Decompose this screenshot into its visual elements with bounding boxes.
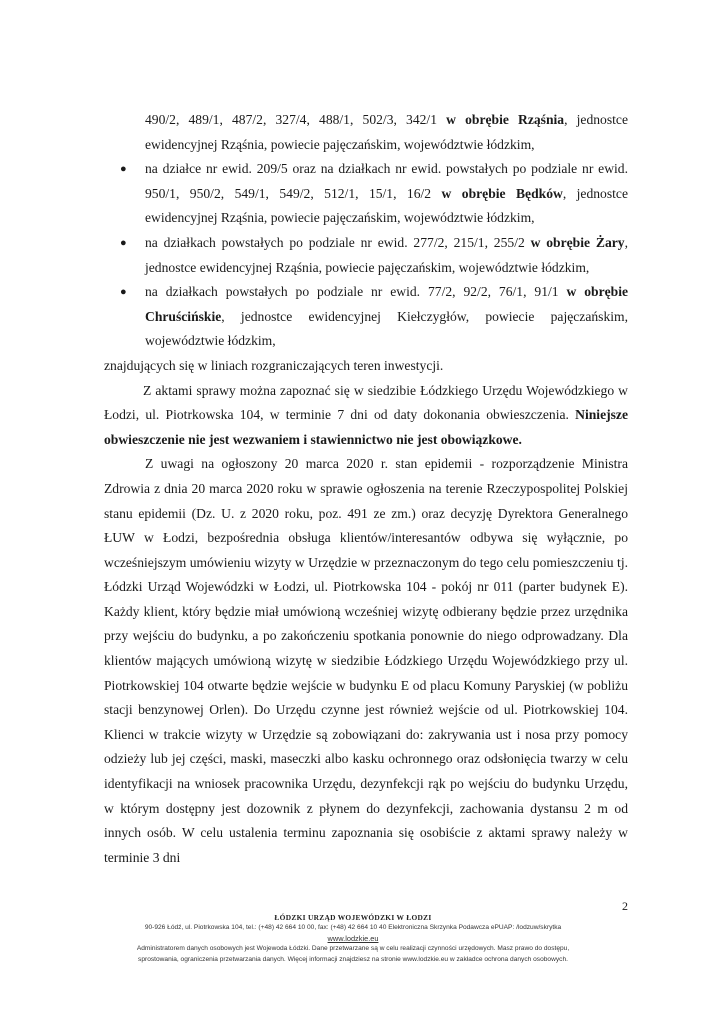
page-footer xyxy=(86,913,620,965)
continuation-text: 490/2, 489/1, 487/2, 327/4, 488/1, 502/3, 342/1 xyxy=(145,112,447,127)
list-item-text: , jednostce ewidencyjnej Kiełczygłów, powiecie pajęczańskim, województwie łódzkim, xyxy=(145,308,628,349)
footer-rodo-line: sprostowania, ograniczenia przetwarzania danych. Więcej informacji znajdziesz na stronie www.lodzkie.eu w zakładce ochrona danych osobowych. xyxy=(138,955,568,963)
bold-notice: Niniejsze obwieszczenie nie jest wezwaniem i stawiennictwo nie jest obowiązkowe. xyxy=(104,407,628,447)
list-item-text: na działce nr ewid. 209/5 oraz na działkach nr ewid. powstałych po podziale nr ewid. 950/1, 950/2, 549/1, 549/2, 512/1, 15/1, 16/2 xyxy=(145,161,628,201)
page-number: 2 xyxy=(622,899,628,913)
list-conclusion: znajdujących się w liniach rozgraniczających teren inwestycji. xyxy=(104,357,444,373)
list-item-text: , jednostce ewidencyjnej Rząśnia, powiecie pajęczańskim, województwie łódzkim, xyxy=(145,234,628,275)
obreb-name: w obrębie Żary xyxy=(530,234,625,250)
bullet-icon: ● xyxy=(120,286,127,299)
continuation-text: ewidencyjnej Rząśnia, powiecie pajęczańskim, województwie łódzkim, xyxy=(145,136,535,152)
obreb-name: w obrębie Będków xyxy=(441,185,563,201)
parcel-list xyxy=(104,157,628,354)
list-item xyxy=(104,157,628,231)
list-item-text: na działkach powstałych po podziale nr ewid. 277/2, 215/1, 255/2 xyxy=(145,234,531,250)
list-item-text: , jednostce ewidencyjnej Rząśnia, powiecie pajęczańskim, województwie łódzkim, xyxy=(145,185,628,226)
list-item-text: na działkach powstałych po podziale nr ewid. 77/2, 92/2, 76/1, 91/1 xyxy=(145,284,567,300)
list-continuation xyxy=(104,108,628,133)
paragraph-case-files xyxy=(104,379,628,453)
document-body xyxy=(104,108,628,870)
footer-rodo-line: Administratorem danych osobowych jest Wojewoda Łódzki. Dane przetwarzane są w celu realizacji czynności urzędowych. Masz prawo do dostępu, xyxy=(136,945,570,953)
paragraph-text: Z aktami sprawy można zapoznać się w siedzibie Łódzkiego Urzędu Wojewódzkiego w Łodzi, ul. Piotrkowska 104, w terminie 7 dni od daty dokonania obwieszczenia. xyxy=(104,382,628,423)
footer-address: 90-926 Łódź, ul. Piotrkowska 104, tel.: (+48) 42 664 10 00, fax: (+48) 42 664 10 40 Elektroniczna Skrzynka Podawcza ePUAP: /lodzuw/skrytka xyxy=(144,924,562,932)
bullet-icon: ● xyxy=(120,236,127,249)
list-item xyxy=(104,280,628,354)
continuation-text: , jednostce xyxy=(564,112,628,127)
obreb-name: w obrębie Chruścińskie xyxy=(145,284,629,324)
list-continuation xyxy=(104,133,628,158)
list-item xyxy=(104,231,628,280)
bullet-icon: ● xyxy=(120,163,127,176)
paragraph-epidemic: Z uwagi na ogłoszony 20 marca 2020 r. stan epidemii - rozporządzenie Ministra Zdrowia z dnia 20 marca 2020 roku w sprawie ogłoszenia na terenie Rzeczypospolitej Polskiej stanu epidemii (Dz. U. z 2020 roku, poz. 491 ze zm.) oraz decyzję Dyrektora Generalnego ŁUW w Łodzi, bezpośrednia obsługa klientów/interesantów odbywa się wyłącznie, po wcześniejszym umówieniu wizyty w Urzędzie w przeznaczonym do tego celu pomieszczeniu tj. Łódzki Urząd Wojewódzki w Łodzi, ul. Piotrkowska 104 - pokój nr 011 (parter budynek E). Każdy klient, który będzie miał umówioną wcześniej wizytę odbierany będzie przez urzędnika przy wejściu do budynku, a po zakończeniu spotkania ponownie do niego odprowadzany. Dla klientów mających umówioną wizytę w siedzibie Łódzkiego Urzędu Wojewódzkiego przy ul. Piotrkowskiej 104 otwarte będzie wejście w budynku E od placu Komuny Paryskiej (w pobliżu stacji benzynowej Orlen). Do Urzędu czynne jest również wejście od ul. Piotrkowskiej 104. Klienci w trakcie wizyty w Urzędzie są zobowiązani do: zakrywania ust i nosa przy pomocy odzieży lub jej części, maski, maseczki albo kasku ochronnego oraz odsłonięcia twarzy w celu identyfikacji na wniosek pracownika Urzędu, dezynfekcji rąk po wejściu do budynku Urzędu, w którym dostępny jest dozownik z płynem do dezynfekcji, zachowania dystansu 2 m od innych osób. W celu ustalenia terminu zapoznania się osobiście z aktami sprawy należy w terminie 3 dni xyxy=(104,456,628,865)
obreb-name: w obrębie Rząśnia xyxy=(446,112,565,127)
footer-office-name: ŁÓDZKI URZĄD WOJEWÓDZKI W ŁODZI xyxy=(274,913,432,922)
footer-website-link[interactable]: www.lodzkie.eu xyxy=(327,933,379,943)
